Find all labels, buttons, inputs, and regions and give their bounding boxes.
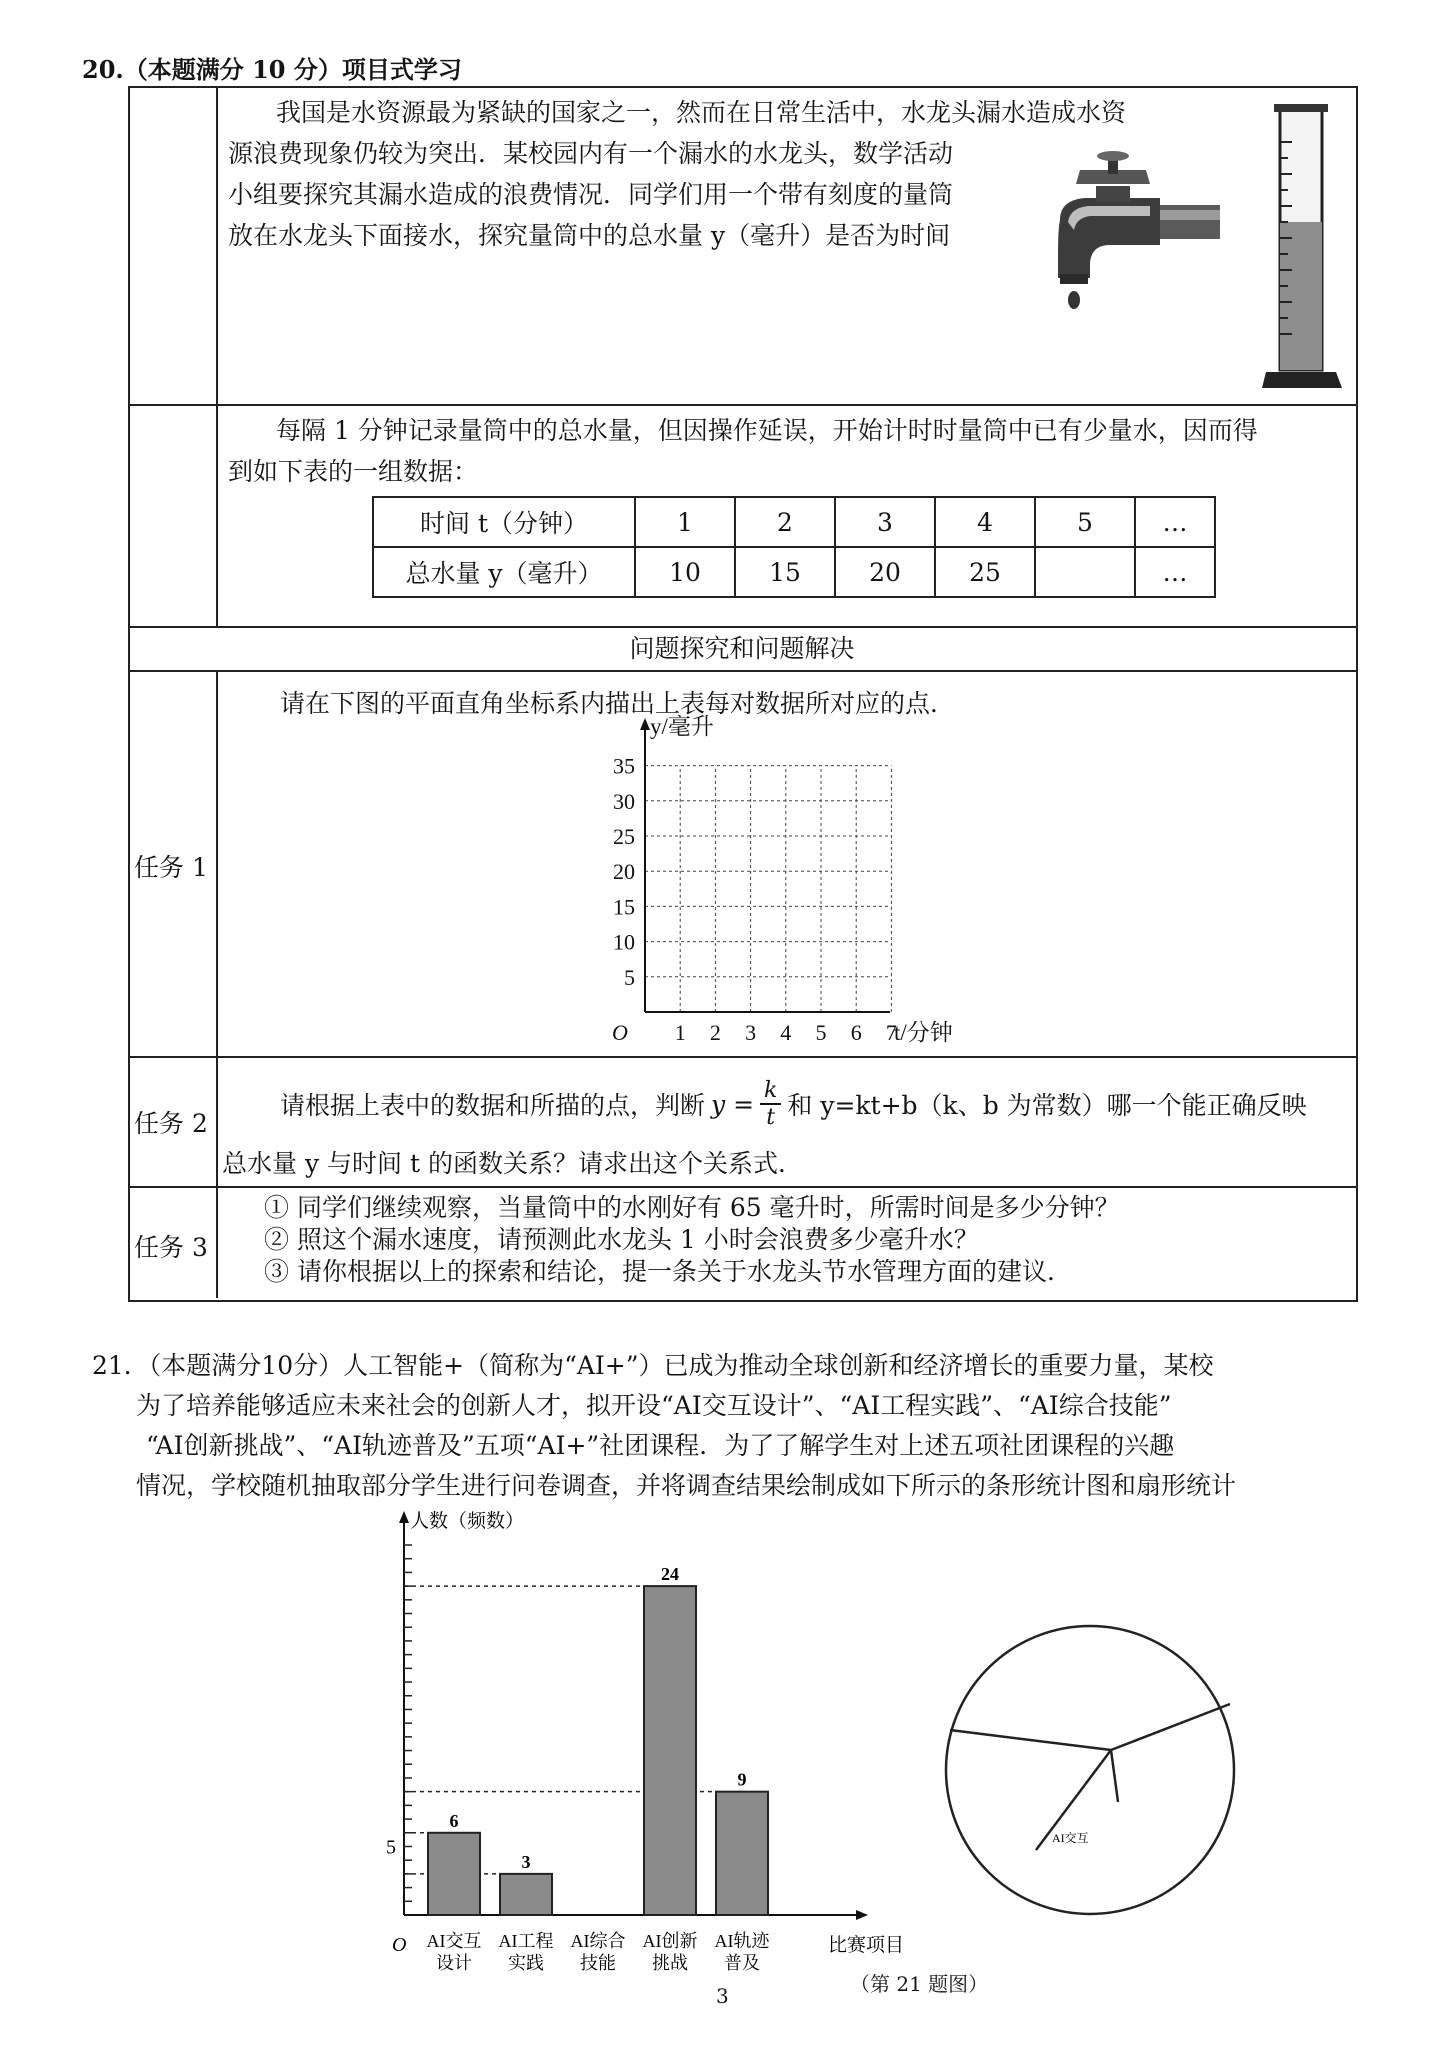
table-cell: …: [1135, 547, 1215, 597]
task2-line2: 总水量 y 与时间 t 的函数关系？请求出这个关系式．: [222, 1149, 803, 1178]
bar: [500, 1874, 552, 1915]
y-tick-label: 35: [613, 753, 635, 779]
x-tick-label: 4: [780, 1020, 792, 1045]
q21-line: “AI创新挑战”、“AI轨迹普及”五项“AI+”社团课程．为了了解学生对上述五项社团课程的兴趣: [146, 1431, 1175, 1460]
left-column-divider-lower: [216, 670, 218, 1298]
table-cell: 4: [935, 497, 1035, 547]
task2-text-a: 请根据上表中的数据和所描的点，判断: [280, 1091, 706, 1120]
task3-list: [264, 1192, 1120, 1288]
category-label: 实践: [508, 1953, 544, 1973]
data-table: [372, 496, 1216, 598]
record-line: 每隔 1 分钟记录量筒中的总水量，但因操作延误，开始计时时量筒中已有少量水，因而得: [276, 416, 1258, 445]
grid-lines: [645, 766, 891, 1012]
pie-chart: [940, 1620, 1240, 1920]
bars: [428, 1586, 768, 1915]
y-tick-label: 10: [613, 929, 635, 955]
pie-outline: [946, 1626, 1234, 1914]
measuring-cylinder-image: [1262, 102, 1344, 392]
table-cell: 1: [635, 497, 735, 547]
table-cell: 2: [735, 497, 835, 547]
x-tick-label: 7: [885, 1020, 897, 1045]
category-label: AI交互: [426, 1931, 482, 1951]
table-cell: 15: [735, 547, 835, 597]
q21-line: 情况，学校随机抽取部分学生进行问卷调查，并将调查结果绘制成如下所示的条形统计图和扇形统计: [136, 1471, 1237, 1500]
intro-line: 我国是水资源最为紧缺的国家之一，然而在日常生活中，水龙头漏水造成水资: [276, 98, 1127, 127]
row-divider: [128, 404, 1356, 406]
y-tick-label: 15: [613, 894, 635, 920]
task1-coordinate-grid: [590, 712, 1010, 1052]
q20-record: [228, 410, 1343, 492]
category-label: 技能: [580, 1953, 616, 1973]
y-axis-label: y/毫升: [650, 714, 714, 739]
figure-caption: （第 21 题图）: [850, 1972, 989, 1996]
bar-data-label: 6: [449, 1810, 459, 1831]
y-tick-label: 25: [613, 824, 635, 849]
fraction-denominator: t: [766, 1105, 776, 1130]
chart-origin: O: [392, 1934, 407, 1956]
record-line: 到如下表的一组数据：: [228, 457, 479, 486]
fraction: [760, 1078, 781, 1130]
y-tick-label: 20: [613, 859, 635, 885]
y-tick-labels: [613, 754, 635, 990]
bar-data-label: 3: [521, 1851, 531, 1872]
x-tick-label: 6: [850, 1020, 862, 1045]
task2-line1: [280, 1078, 1307, 1130]
bar: [428, 1833, 480, 1915]
category-label: 挑战: [652, 1953, 688, 1973]
intro-line: 小组要探究其漏水造成的浪费情况．同学们用一个带有刻度的量筒: [228, 180, 954, 209]
bar-data-labels: [450, 1564, 747, 1872]
y-tick-labels: [386, 1836, 396, 1858]
chart-y-axis-arrow: [399, 1511, 409, 1523]
row-divider: [128, 670, 1356, 672]
task3-item: ③ 请你根据以上的探索和结论，提一条关于水龙头节水管理方面的建议．: [264, 1257, 1072, 1286]
y-axis-ticks: [404, 1545, 412, 1901]
left-column-divider: [216, 86, 218, 626]
q21-line: 21．（本题满分10分）人工智能+（简称为“AI+”）已成为推动全球创新和经济增长的重要力量，某校: [92, 1351, 1214, 1380]
q20-heading: 20.（本题满分 10 分）项目式学习: [82, 55, 462, 84]
category-label: 设计: [436, 1953, 472, 1973]
category-label: AI工程: [498, 1931, 554, 1951]
y-tick-label: 5: [624, 964, 635, 990]
origin-label: O: [612, 1020, 628, 1045]
x-tick-label: 2: [709, 1020, 721, 1045]
pie-slice-label: AI交互: [1052, 1831, 1089, 1845]
row-divider: [128, 1056, 1356, 1058]
y-tick-label: 30: [613, 788, 635, 814]
bar: [644, 1586, 696, 1915]
table-cell: 25: [935, 547, 1035, 597]
bar-data-label: 24: [661, 1564, 679, 1585]
table-row: [373, 497, 1215, 547]
category-label: 普及: [724, 1953, 760, 1973]
table-cell: [1035, 547, 1135, 597]
page-number: 3: [716, 1984, 729, 2008]
x-tick-labels: [675, 1020, 897, 1045]
table-header-cell: 总水量 y（毫升）: [373, 547, 635, 597]
chart-y-label: 人数（频数）: [410, 1511, 525, 1532]
chart-x-label: 比赛项目: [828, 1935, 905, 1956]
task3-item: ① 同学们继续观察，当量筒中的水刚好有 65 毫升时，所需时间是多少分钟？: [264, 1193, 1120, 1222]
x-tick-label: 1: [674, 1020, 686, 1045]
table-header-cell: 时间 t（分钟）: [373, 497, 635, 547]
x-tick-label: 5: [815, 1020, 827, 1045]
category-labels: [427, 1931, 771, 1973]
bar-data-label: 9: [737, 1769, 747, 1790]
section-title: 问题探究和问题解决: [629, 634, 855, 663]
fraction-numerator: k: [760, 1078, 781, 1105]
q21-text: [92, 1346, 1372, 1506]
intro-line: 源浪费现象仍较为突出．某校园内有一个漏水的水龙头，数学活动: [228, 139, 954, 168]
task2-text-b: 和 y=kt+b（k、b 为常数）哪一个能正确反映: [787, 1091, 1307, 1120]
intro-line: 放在水龙头下面接水，探究量筒中的总水量 y（毫升）是否为时间: [228, 221, 951, 250]
bar-chart: [370, 1505, 930, 1985]
task3-label: 任务 3: [134, 1233, 208, 1262]
task1-text: 请在下图的平面直角坐标系内描出上表每对数据所对应的点．: [280, 689, 956, 718]
y-axis-arrow: [640, 718, 650, 730]
task3-item: ② 照这个漏水速度，请预测此水龙头 1 小时会浪费多少毫升水？: [264, 1225, 979, 1254]
category-label: AI轨迹: [714, 1931, 770, 1951]
task1-label: 任务 1: [134, 853, 208, 882]
faucet-image: [1030, 150, 1220, 320]
fraction-lhs: y =: [711, 1089, 755, 1119]
x-axis-label: t/分钟: [894, 1020, 953, 1045]
table-cell: 5: [1035, 497, 1135, 547]
x-tick-label: 3: [745, 1020, 757, 1045]
chart-x-axis-arrow: [856, 1910, 868, 1920]
category-label: AI创新: [642, 1931, 698, 1951]
table-cell: 20: [835, 547, 935, 597]
table-cell: 10: [635, 547, 735, 597]
q21-line: 为了培养能够适应未来社会的创新人才，拟开设“AI交互设计”、“AI工程实践”、“AI综合技能”: [136, 1391, 1172, 1420]
table-cell: …: [1135, 497, 1215, 547]
y-tick-label: 5: [386, 1836, 396, 1859]
task2-label: 任务 2: [134, 1109, 208, 1138]
table-cell: 3: [835, 497, 935, 547]
table-row: [373, 547, 1215, 597]
row-divider: [128, 1186, 1356, 1188]
category-label: AI综合: [570, 1931, 626, 1951]
bar: [716, 1792, 768, 1915]
